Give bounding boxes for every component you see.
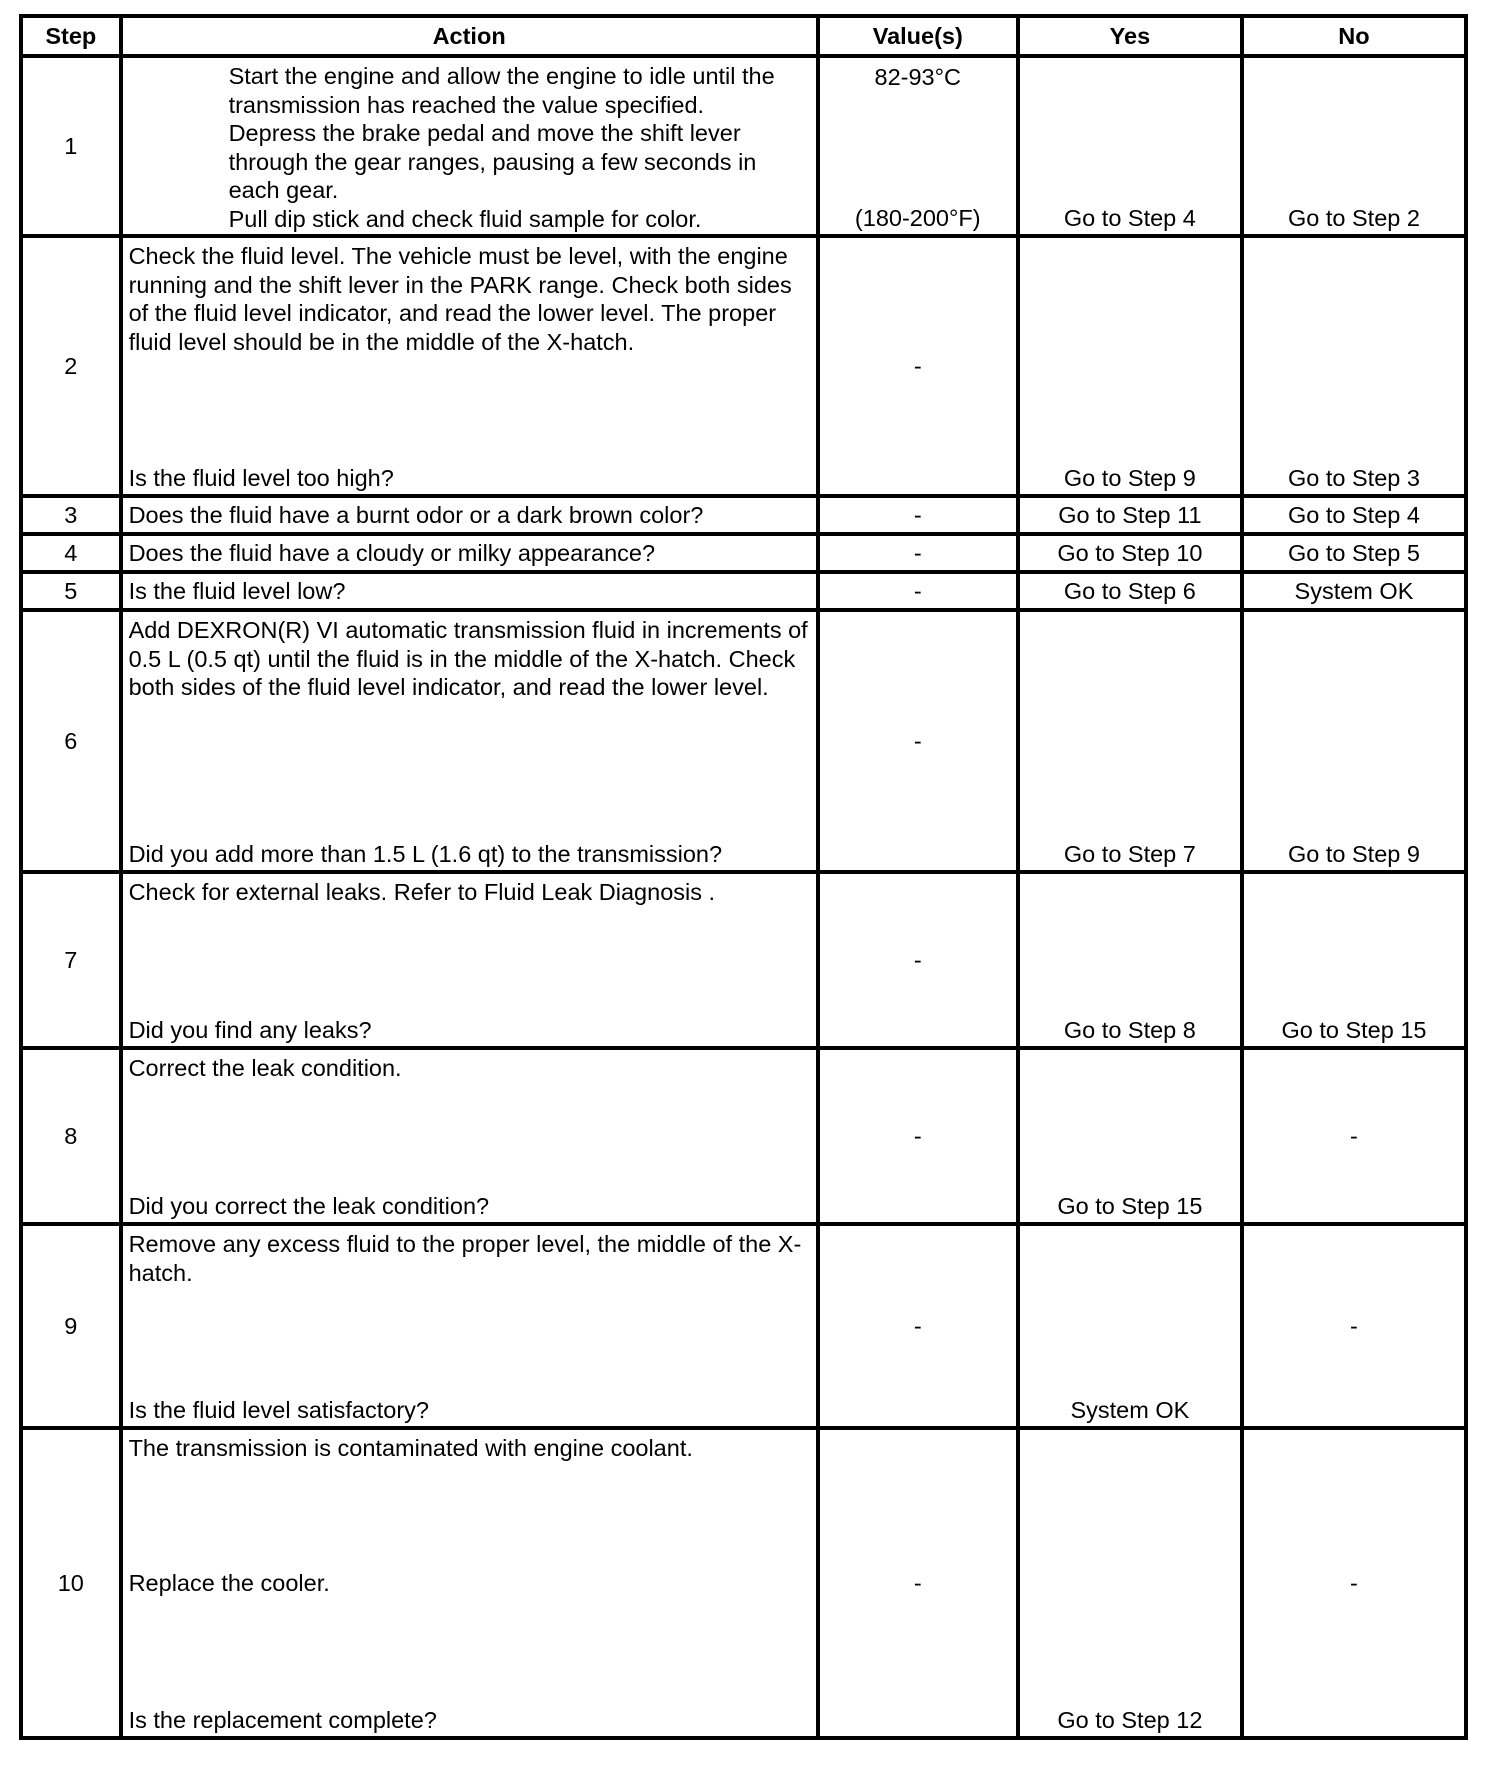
yes-cell: Go to Step 6: [1018, 572, 1242, 610]
no-text: Go to Step 15: [1281, 1016, 1427, 1043]
yes-text: Go to Step 7: [1063, 840, 1196, 867]
header-no: No: [1242, 16, 1466, 56]
yes-cell: [1018, 1428, 1242, 1738]
no-cell: -: [1242, 1224, 1466, 1428]
value-cell: -: [818, 236, 1018, 496]
action-question: Is the fluid level satisfactory?: [128, 1396, 429, 1423]
table-row: [21, 236, 1466, 496]
no-cell: Go to Step 4: [1242, 496, 1466, 534]
action-question: Did you correct the leak condition?: [128, 1192, 490, 1219]
yes-cell: [1018, 610, 1242, 872]
yes-cell: [1018, 236, 1242, 496]
action-cell: [121, 236, 818, 496]
table-row: [21, 1224, 1466, 1428]
value-cell: [818, 56, 1018, 236]
no-text: Go to Step 3: [1287, 464, 1420, 491]
yes-text: System OK: [1070, 1396, 1190, 1423]
table-row: [21, 56, 1466, 236]
action-cell: [121, 1048, 818, 1224]
yes-cell: Go to Step 10: [1018, 534, 1242, 572]
step-number: 6: [21, 610, 121, 872]
table-row: [21, 496, 1466, 534]
step-number: 1: [21, 56, 121, 236]
action-cell: Does the fluid have a cloudy or milky appearance?: [121, 534, 818, 572]
action-text: Correct the leak condition.: [128, 1055, 402, 1081]
no-cell: -: [1242, 1048, 1466, 1224]
header-step: Step: [21, 16, 121, 56]
no-cell: System OK: [1242, 572, 1466, 610]
action-question: Is the fluid level too high?: [128, 464, 394, 491]
no-cell: [1242, 872, 1466, 1048]
no-cell: Go to Step 5: [1242, 534, 1466, 572]
step-number: 5: [21, 572, 121, 610]
action-instruction: Replace the cooler.: [128, 1569, 330, 1596]
action-text: Check for external leaks. Refer to Fluid Leak Diagnosis .: [128, 879, 716, 905]
table-row: [21, 572, 1466, 610]
table-row: [21, 534, 1466, 572]
step-number: 10: [21, 1428, 121, 1738]
value-fahrenheit: (180-200°F): [854, 204, 981, 231]
action-cell: [121, 1428, 818, 1738]
yes-cell: [1018, 872, 1242, 1048]
header-values: Value(s): [818, 16, 1018, 56]
step-number: 4: [21, 534, 121, 572]
value-cell: -: [818, 572, 1018, 610]
value-cell: -: [818, 1428, 1018, 1738]
yes-text: Go to Step 8: [1063, 1016, 1196, 1043]
header-row: [21, 16, 1466, 56]
action-question: Did you add more than 1.5 L (1.6 qt) to the transmission?: [128, 840, 723, 867]
diagnostic-table: [19, 14, 1468, 1740]
yes-text: Go to Step 9: [1063, 464, 1196, 491]
no-cell: [1242, 236, 1466, 496]
action-cell: Is the fluid level low?: [121, 572, 818, 610]
action-cell: [121, 1224, 818, 1428]
yes-cell: Go to Step 11: [1018, 496, 1242, 534]
step-number: 8: [21, 1048, 121, 1224]
action-cell: [121, 56, 818, 236]
action-question: Is the replacement complete?: [128, 1706, 437, 1733]
no-cell: [1242, 56, 1466, 236]
value-cell: -: [818, 1224, 1018, 1428]
no-cell: [1242, 610, 1466, 872]
step-number: 9: [21, 1224, 121, 1428]
yes-text: Go to Step 12: [1057, 1706, 1203, 1733]
value-cell: -: [818, 1048, 1018, 1224]
action-text: Add DEXRON(R) VI automatic transmission fluid in increments of 0.5 L (0.5 qt) until the fluid is in the middle of the X-hatch. Check both sides of the fluid level indicator, and read the lower level.: [128, 617, 808, 700]
table-row: [21, 872, 1466, 1048]
table-row: [21, 1048, 1466, 1224]
table-row: [21, 1428, 1466, 1738]
value-cell: -: [818, 534, 1018, 572]
value-cell: -: [818, 496, 1018, 534]
header-yes: Yes: [1018, 16, 1242, 56]
action-text: Start the engine and allow the engine to idle until the transmission has reached the value specified. Depress the brake pedal and move the shift lever through the gear ranges, pausing a few seconds in each gear. Pull dip stick and check fluid sample for color.: [228, 63, 775, 232]
no-cell: -: [1242, 1428, 1466, 1738]
value-cell: -: [818, 610, 1018, 872]
table-row: [21, 610, 1466, 872]
yes-text: Go to Step 15: [1057, 1192, 1203, 1219]
action-text: The transmission is contaminated with engine coolant.: [128, 1435, 693, 1461]
step-number: 3: [21, 496, 121, 534]
action-cell: Does the fluid have a burnt odor or a dark brown color?: [121, 496, 818, 534]
step-number: 7: [21, 872, 121, 1048]
action-cell: [121, 872, 818, 1048]
header-action: Action: [121, 16, 818, 56]
yes-cell: [1018, 1048, 1242, 1224]
action-question: Did you find any leaks?: [128, 1016, 372, 1043]
value-celsius: 82-93°C: [874, 64, 961, 90]
value-cell: -: [818, 872, 1018, 1048]
action-text: Check the fluid level. The vehicle must be level, with the engine running and the shift lever in the PARK range. Check both sides of the fluid level indicator, and read the lower level. The proper fluid level should be in the middle of the X-hatch.: [128, 243, 792, 355]
no-text: Go to Step 9: [1287, 840, 1420, 867]
step-number: 2: [21, 236, 121, 496]
action-cell: [121, 610, 818, 872]
yes-cell: [1018, 1224, 1242, 1428]
action-text: Remove any excess fluid to the proper level, the middle of the X-hatch.: [128, 1231, 802, 1286]
yes-text: Go to Step 4: [1063, 204, 1196, 231]
yes-cell: [1018, 56, 1242, 236]
no-text: Go to Step 2: [1287, 204, 1420, 231]
